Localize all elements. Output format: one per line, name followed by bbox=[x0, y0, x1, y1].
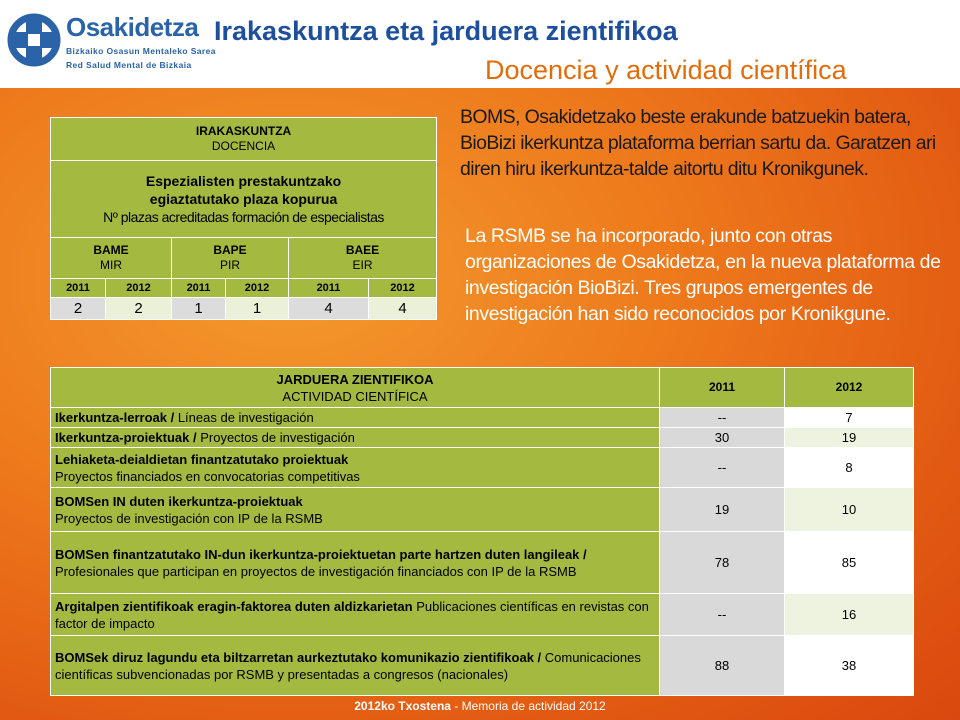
science-head-es: ACTIVIDAD CIENTÍFICA bbox=[282, 388, 428, 404]
science-value-2012: 10 bbox=[785, 488, 914, 532]
row-label-es: Comunicaciones científicas subvencionadas por RSMB y presentadas a congresos (nacionales) bbox=[55, 649, 641, 682]
value-cell: 4 bbox=[369, 298, 437, 320]
year-header: 2012 bbox=[369, 279, 437, 298]
science-value-2011: 19 bbox=[660, 488, 785, 532]
row-label-es: Profesionales que participan en proyectos de investigación financiados con IP de la RSMB bbox=[55, 563, 577, 579]
science-year-2012: 2012 bbox=[785, 368, 914, 408]
science-value-2012: 8 bbox=[785, 448, 914, 488]
science-row-label bbox=[51, 448, 660, 488]
footer-eu: 2012ko Txostena bbox=[354, 699, 451, 713]
logo-subtitle-es: Red Salud Mental de Bizkaia bbox=[66, 60, 192, 70]
row-label-eu: BOMSek diruz lagundu eta biltzarretan aurkeztutako komunikazio zientifikoak / bbox=[55, 649, 542, 665]
year-header: 2011 bbox=[51, 279, 106, 298]
science-row-label bbox=[51, 532, 660, 594]
row-label-es: Líneas de investigación bbox=[174, 410, 314, 425]
row-label-eu: BOMSen IN duten ikerkuntza-proiektuak bbox=[55, 493, 303, 509]
group-name: PIR bbox=[219, 258, 240, 272]
science-value-2012: 85 bbox=[785, 532, 914, 594]
year-header: 2011 bbox=[289, 279, 369, 298]
science-row-label bbox=[51, 636, 660, 696]
group-code: BAEE bbox=[345, 243, 380, 257]
science-value-2011: -- bbox=[660, 408, 785, 428]
row-label-eu: Ikerkuntza-lerroak / bbox=[55, 410, 175, 425]
row-label-es: Publicaciones científicas en revistas con factor de impacto bbox=[55, 598, 649, 631]
group-pir bbox=[172, 238, 289, 279]
science-value-2012: 16 bbox=[785, 594, 914, 636]
science-value-2011: -- bbox=[660, 448, 785, 488]
science-value-2011: 30 bbox=[660, 428, 785, 448]
page-title-es: Docencia y actividad científica bbox=[485, 55, 847, 85]
osakidetza-logo bbox=[6, 4, 216, 74]
teaching-head-eu: IRAKASKUNTZA bbox=[195, 124, 292, 138]
teaching-subtitle-es: Nº plazas acreditadas formación de especialistas bbox=[103, 209, 384, 225]
year-header: 2011 bbox=[172, 279, 226, 298]
value-cell: 1 bbox=[226, 298, 289, 320]
science-table-head bbox=[51, 368, 660, 408]
science-row-label bbox=[51, 408, 660, 428]
group-code: BAPE bbox=[213, 243, 247, 257]
value-cell: 2 bbox=[106, 298, 172, 320]
teaching-table-head bbox=[51, 118, 437, 161]
footer bbox=[0, 699, 960, 713]
science-row-label bbox=[51, 488, 660, 532]
row-label-es: Proyectos financiados en convocatorias competitivas bbox=[55, 468, 360, 484]
science-value-2012: 7 bbox=[785, 408, 914, 428]
row-label-eu: Ikerkuntza-proiektuak / bbox=[55, 430, 197, 445]
teaching-subtitle-eu-2: egiaztatutako plaza kopurua bbox=[149, 191, 338, 207]
science-value-2012: 38 bbox=[785, 636, 914, 696]
paragraph-es: La RSMB se ha incorporado, junto con otras organizaciones de Osakidetza, en la nueva plataforma de investigación BioBizi. Tres grupos emergentes de investigación han sido reconocidos por Kronikgune. bbox=[465, 225, 941, 325]
science-value-2011: 78 bbox=[660, 532, 785, 594]
page-title-eu: Irakaskuntza eta jarduera zientifikoa bbox=[214, 16, 678, 46]
science-head-eu: JARDUERA ZIENTIFIKOA bbox=[276, 371, 434, 387]
science-value-2011: -- bbox=[660, 594, 785, 636]
science-row-label bbox=[51, 428, 660, 448]
science-row-label bbox=[51, 594, 660, 636]
logo-subtitle-eu: Bizkaiko Osasun Mentaleko Sarea bbox=[66, 46, 216, 56]
row-label-es: Proyectos de investigación bbox=[196, 430, 355, 445]
footer-separator: - bbox=[450, 699, 462, 713]
row-label-eu: Argitalpen zientifikoak eragin-faktorea duten aldizkarietan bbox=[55, 598, 413, 614]
year-header: 2012 bbox=[226, 279, 289, 298]
row-label-eu: Lehiaketa-deialdietan finantzatutako proiektuak bbox=[55, 451, 349, 467]
teaching-table bbox=[50, 117, 437, 320]
science-value-2011: 88 bbox=[660, 636, 785, 696]
teaching-head-es: DOCENCIA bbox=[211, 139, 276, 153]
osakidetza-cross-icon bbox=[6, 10, 62, 70]
value-cell: 4 bbox=[289, 298, 369, 320]
group-code: BAME bbox=[93, 243, 129, 257]
row-label-es: Proyectos de investigación con IP de la RSMB bbox=[55, 510, 323, 526]
footer-es: Memoria de actividad 2012 bbox=[461, 699, 606, 713]
value-cell: 2 bbox=[51, 298, 106, 320]
group-mir bbox=[51, 238, 172, 279]
group-name: EIR bbox=[352, 258, 373, 272]
row-label-eu: BOMSen finantzatutako IN-dun ikerkuntza-proiektuetan parte hartzen duten langileak / bbox=[55, 546, 587, 562]
teaching-subtitle-eu-1: Espezialisten prestakuntzako bbox=[145, 173, 342, 189]
paragraph-eu: BOMS, Osakidetzako beste erakunde batzuekin batera, BioBizi ikerkuntza plataforma berrian sartu da. Garatzen ari diren hiru ikerkuntza-talde aitortu ditu Kronikgunek. bbox=[460, 106, 936, 180]
group-eir bbox=[289, 238, 437, 279]
value-cell: 1 bbox=[172, 298, 226, 320]
science-value-2012: 19 bbox=[785, 428, 914, 448]
logo-name: Osakidetza bbox=[66, 12, 199, 42]
science-year-2011: 2011 bbox=[660, 368, 785, 408]
year-header: 2012 bbox=[106, 279, 172, 298]
teaching-table-subtitle bbox=[51, 161, 437, 238]
science-table bbox=[50, 367, 914, 696]
group-name: MIR bbox=[100, 258, 122, 272]
